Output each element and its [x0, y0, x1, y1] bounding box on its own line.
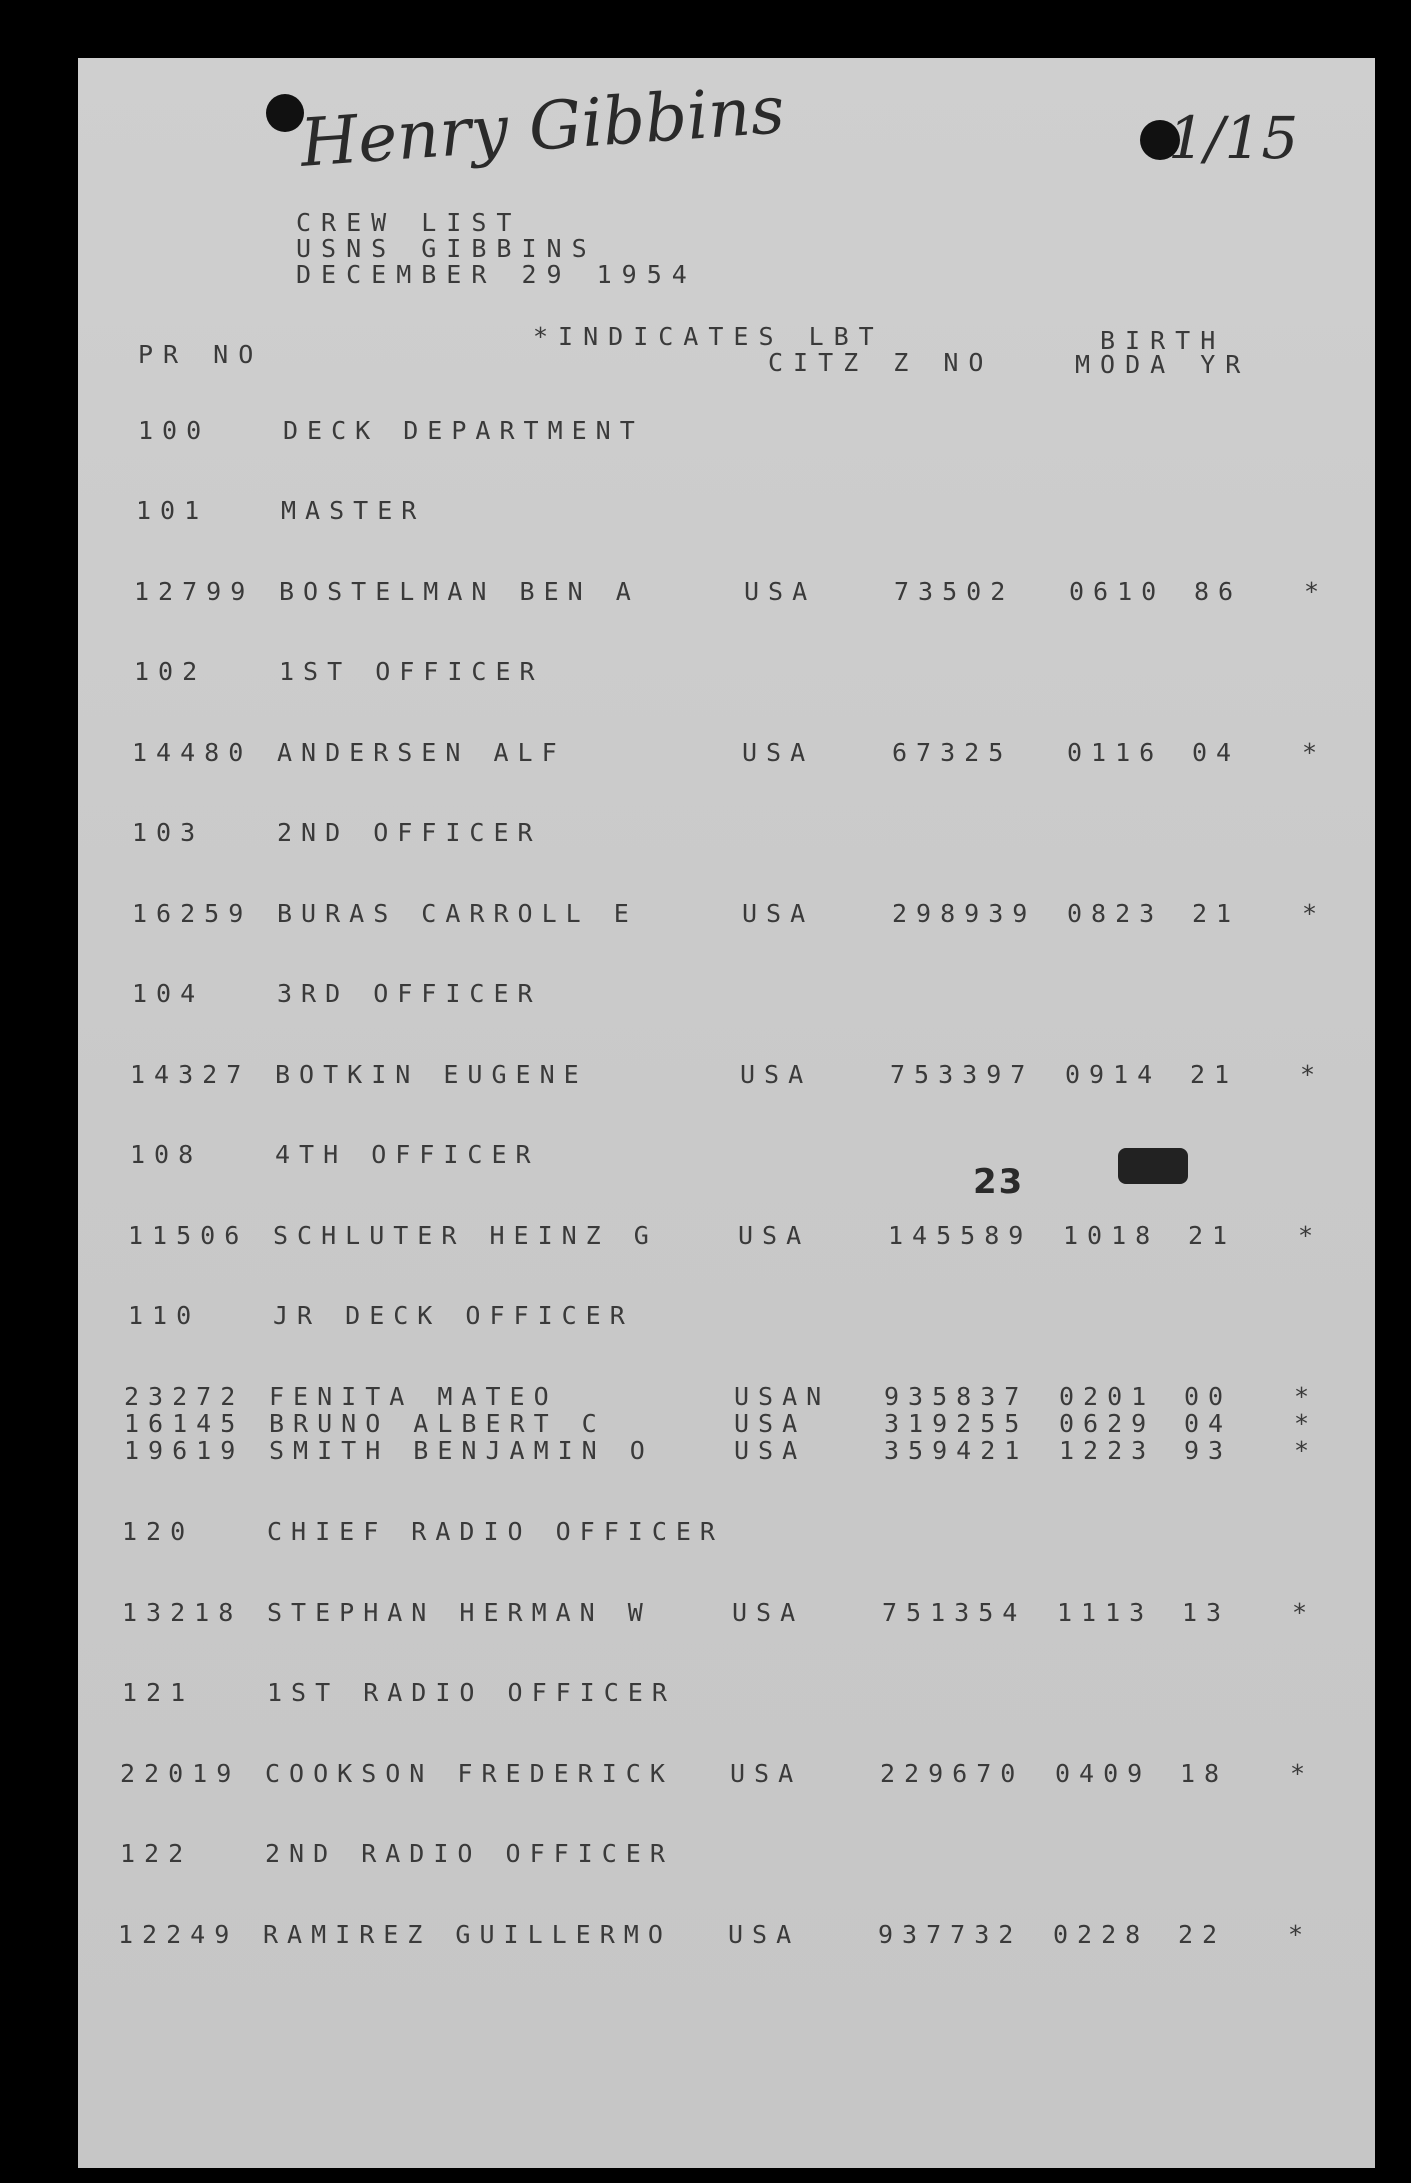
pr-number: 122: [120, 1839, 193, 1868]
birth-moda: 1113: [1057, 1598, 1154, 1627]
birth-moda: 0610: [1069, 577, 1166, 606]
header-title: CREW LIST: [296, 208, 522, 237]
pr-number: 108: [130, 1140, 203, 1169]
citizenship: USA: [732, 1598, 805, 1627]
pr-number: 16145: [124, 1409, 245, 1438]
crew-name: MASTER: [281, 496, 426, 525]
citizenship: USA: [744, 577, 817, 606]
table-row: [78, 657, 1375, 687]
birth-year: 93: [1184, 1436, 1233, 1465]
crew-name: 2ND OFFICER: [277, 818, 542, 847]
crew-name: 4TH OFFICER: [275, 1140, 540, 1169]
z-number: 751354: [882, 1598, 1027, 1627]
birth-year: 04: [1192, 738, 1241, 767]
pr-number: 121: [122, 1678, 195, 1707]
crew-name: FENITA MATEO: [269, 1382, 558, 1411]
z-number: 298939: [892, 899, 1037, 928]
pr-number: 16259: [132, 899, 253, 928]
citizenship: USAN: [734, 1382, 831, 1411]
crew-name: ANDERSEN ALF: [277, 738, 566, 767]
stamp-number: 23: [973, 1162, 1025, 1202]
lbt-mark: *: [1288, 1920, 1313, 1949]
table-row: [78, 1221, 1375, 1251]
pr-number: 12799: [134, 577, 255, 606]
crew-name: JR DECK OFFICER: [273, 1301, 634, 1330]
pr-number: 104: [132, 979, 205, 1008]
crew-name: STEPHAN HERMAN W: [267, 1598, 652, 1627]
pr-number: 110: [128, 1301, 201, 1330]
z-number: 753397: [890, 1060, 1035, 1089]
table-row: [78, 1409, 1375, 1439]
birth-year: 13: [1182, 1598, 1231, 1627]
handwritten-page-number: 1/15: [1168, 104, 1299, 172]
document-page: [78, 58, 1375, 2168]
pr-number: 13218: [122, 1598, 243, 1627]
table-row: [78, 1382, 1375, 1412]
table-row: [78, 1436, 1375, 1466]
birth-year: 18: [1180, 1759, 1229, 1788]
birth-year: 21: [1190, 1060, 1239, 1089]
header-citz-z-no: CITZ Z NO: [768, 348, 994, 377]
citizenship: USA: [740, 1060, 813, 1089]
z-number: 359421: [884, 1436, 1029, 1465]
crew-name: 2ND RADIO OFFICER: [265, 1839, 674, 1868]
table-row: [78, 496, 1375, 526]
lbt-mark: *: [1294, 1382, 1319, 1411]
lbt-mark: *: [1298, 1221, 1323, 1250]
pr-number: 22019: [120, 1759, 241, 1788]
birth-moda: 0914: [1065, 1060, 1162, 1089]
table-row: [78, 1759, 1375, 1789]
table-row: [78, 1060, 1375, 1090]
lbt-mark: *: [1302, 738, 1327, 767]
z-number: 935837: [884, 1382, 1029, 1411]
table-row: [78, 1920, 1375, 1950]
table-row: [78, 1140, 1375, 1170]
table-row: [78, 1517, 1375, 1547]
crew-name: BOTKIN EUGENE: [275, 1060, 588, 1089]
birth-year: 00: [1184, 1382, 1233, 1411]
pr-number: 101: [136, 496, 209, 525]
pr-number: 11506: [128, 1221, 249, 1250]
crew-name: BURAS CARROLL E: [277, 899, 638, 928]
z-number: 145589: [888, 1221, 1033, 1250]
z-number: 319255: [884, 1409, 1029, 1438]
z-number: 937732: [878, 1920, 1023, 1949]
citizenship: USA: [742, 738, 815, 767]
birth-year: 21: [1188, 1221, 1237, 1250]
table-row: [78, 738, 1375, 768]
crew-name: BOSTELMAN BEN A: [279, 577, 640, 606]
crew-name: SMITH BENJAMIN O: [269, 1436, 654, 1465]
crew-name: 1ST RADIO OFFICER: [267, 1678, 676, 1707]
birth-moda: 0201: [1059, 1382, 1156, 1411]
table-row: [78, 899, 1375, 929]
citizenship: USA: [728, 1920, 801, 1949]
birth-moda: 0629: [1059, 1409, 1156, 1438]
handwritten-name: Henry Gibbins: [297, 71, 787, 182]
z-number: 229670: [880, 1759, 1025, 1788]
crew-name: RAMIREZ GUILLERMO: [263, 1920, 672, 1949]
crew-name: SCHLUTER HEINZ G: [273, 1221, 658, 1250]
birth-year: 04: [1184, 1409, 1233, 1438]
birth-year: 22: [1178, 1920, 1227, 1949]
table-row: [78, 416, 1375, 446]
header-indicates: *INDICATES LBT: [533, 322, 884, 351]
birth-year: 86: [1194, 577, 1243, 606]
header-ship: USNS GIBBINS: [296, 234, 597, 263]
header-date: DECEMBER 29 1954: [296, 260, 697, 289]
table-row: [78, 979, 1375, 1009]
citizenship: USA: [734, 1436, 807, 1465]
header-birth: BIRTH: [1100, 326, 1226, 355]
lbt-mark: *: [1302, 899, 1327, 928]
lbt-mark: *: [1290, 1759, 1315, 1788]
table-row: [78, 1598, 1375, 1628]
citizenship: USA: [738, 1221, 811, 1250]
citizenship: USA: [730, 1759, 803, 1788]
birth-moda: 0116: [1067, 738, 1164, 767]
lbt-mark: *: [1292, 1598, 1317, 1627]
crew-name: 3RD OFFICER: [277, 979, 542, 1008]
birth-moda: 0823: [1067, 899, 1164, 928]
lbt-mark: *: [1294, 1436, 1319, 1465]
citizenship: USA: [742, 899, 815, 928]
pr-number: 120: [122, 1517, 195, 1546]
header-moda-yr: MODA YR: [1075, 350, 1251, 379]
table-row: [78, 818, 1375, 848]
birth-moda: 0409: [1055, 1759, 1152, 1788]
crew-name: BRUNO ALBERT C: [269, 1409, 606, 1438]
header-pr-no: PR NO: [138, 340, 264, 369]
crew-name: DECK DEPARTMENT: [283, 416, 644, 445]
table-row: [78, 577, 1375, 607]
lbt-mark: *: [1300, 1060, 1325, 1089]
table-row: [78, 1301, 1375, 1331]
crew-name: CHIEF RADIO OFFICER: [267, 1517, 724, 1546]
pr-number: 14480: [132, 738, 253, 767]
z-number: 67325: [892, 738, 1013, 767]
pr-number: 100: [138, 416, 211, 445]
pr-number: 23272: [124, 1382, 245, 1411]
crew-name: COOKSON FREDERICK: [265, 1759, 674, 1788]
citizenship: USA: [734, 1409, 807, 1438]
pr-number: 102: [134, 657, 207, 686]
crew-name: 1ST OFFICER: [279, 657, 544, 686]
z-number: 73502: [894, 577, 1015, 606]
lbt-mark: *: [1294, 1409, 1319, 1438]
pr-number: 12249: [118, 1920, 239, 1949]
birth-moda: 1223: [1059, 1436, 1156, 1465]
table-row: [78, 1839, 1375, 1869]
lbt-mark: *: [1304, 577, 1329, 606]
birth-year: 21: [1192, 899, 1241, 928]
table-row: [78, 1678, 1375, 1708]
pr-number: 103: [132, 818, 205, 847]
birth-moda: 0228: [1053, 1920, 1150, 1949]
pr-number: 14327: [130, 1060, 251, 1089]
pr-number: 19619: [124, 1436, 245, 1465]
birth-moda: 1018: [1063, 1221, 1160, 1250]
